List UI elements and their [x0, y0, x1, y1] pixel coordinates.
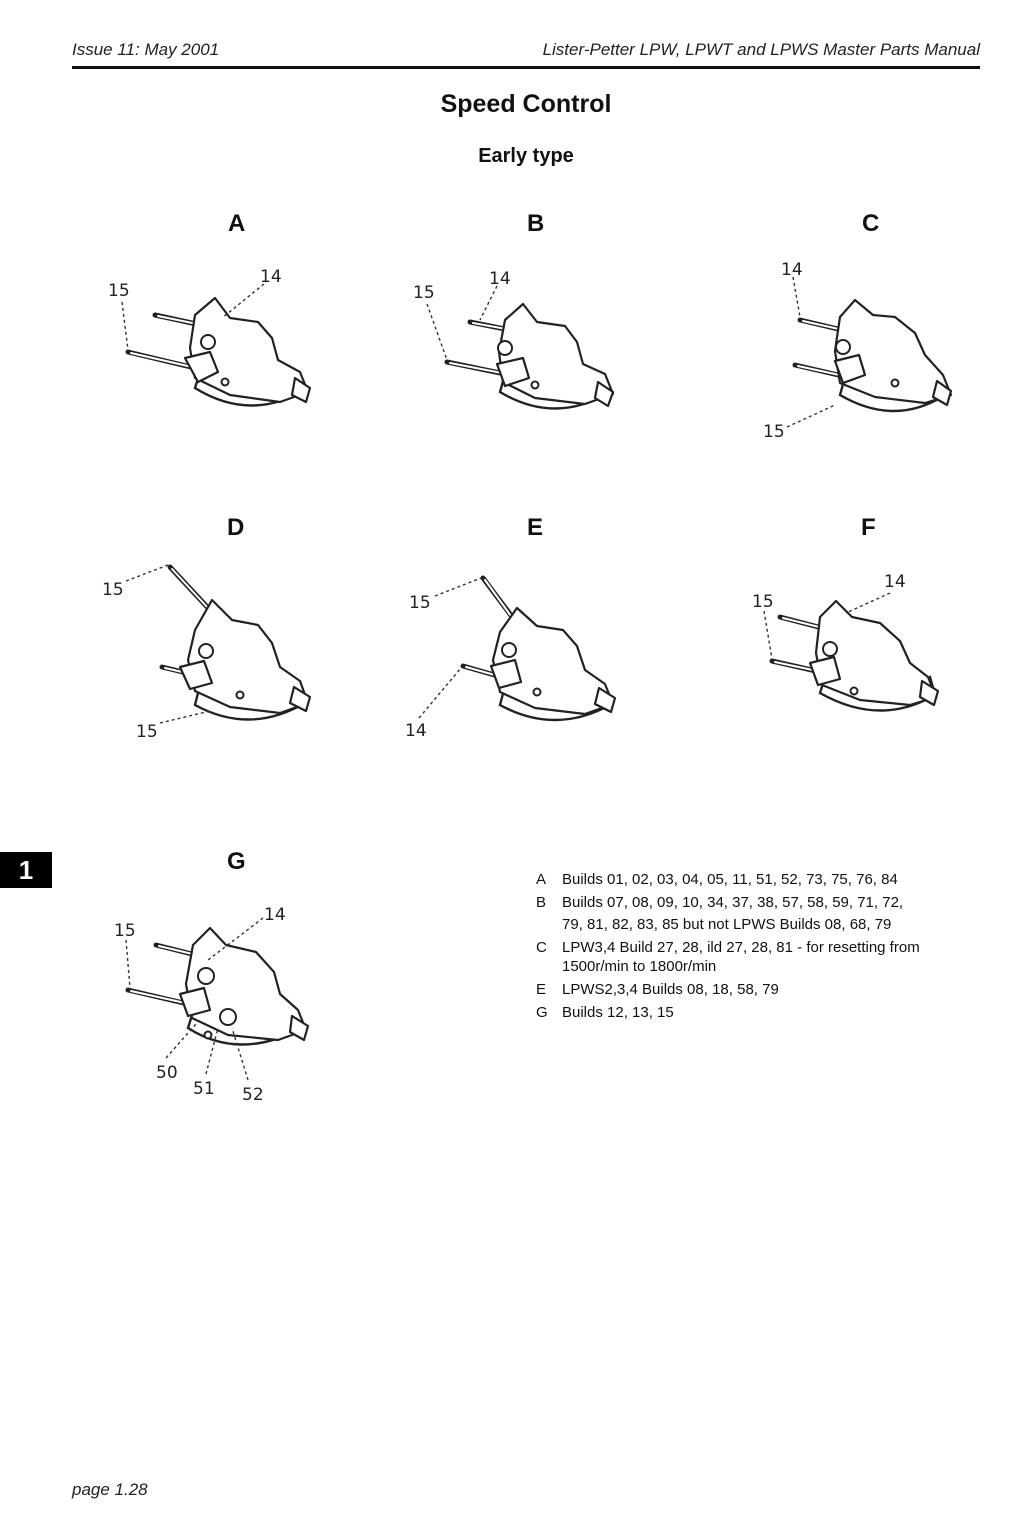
panel-letter-e: E: [527, 514, 544, 541]
speed-control-diagram-e: [405, 560, 645, 750]
legend-row-c: [536, 938, 976, 976]
callout-15: 15: [108, 281, 130, 301]
page-title: Speed Control: [440, 90, 612, 118]
speed-control-diagram-d: [100, 555, 340, 745]
legend-text: Builds 01, 02, 03, 04, 05, 11, 51, 52, 73, 75, 76, 84: [562, 871, 898, 888]
legend-key: B: [536, 894, 547, 911]
panel-letter-a: A: [228, 210, 246, 237]
callout-14: 14: [884, 572, 906, 592]
panel-letter-d: D: [227, 514, 245, 541]
callout-52: 52: [242, 1085, 264, 1105]
manual-title: Lister-Petter LPW, LPWT and LPWS Master Parts Manual: [542, 40, 980, 59]
callout-14: 14: [489, 269, 511, 289]
callout-51: 51: [193, 1079, 215, 1099]
callout-15: 15: [409, 593, 431, 613]
legend-key: C: [536, 939, 547, 956]
legend-text: 1500r/min to 1800r/min: [562, 958, 717, 975]
callout-15: 15: [114, 921, 136, 941]
section-tab: 1: [0, 852, 52, 888]
callout-14: 14: [405, 721, 427, 741]
callout-14: 14: [781, 260, 803, 280]
page-subtitle: Early type: [478, 145, 574, 167]
speed-control-diagram-a: [100, 260, 340, 430]
build-legend: [536, 870, 976, 1026]
issue-label: Issue 11: May 2001: [72, 40, 220, 59]
callout-14: 14: [264, 905, 286, 925]
legend-text: 79, 81, 82, 83, 85 but not LPWS Builds 08, 68, 79: [562, 916, 892, 933]
legend-row-e: [536, 980, 976, 999]
speed-control-diagram-f: [750, 565, 990, 735]
callout-15: 15: [413, 283, 435, 303]
speed-control-diagram-b: [405, 260, 645, 430]
legend-key: G: [536, 1004, 548, 1021]
panel-letter-c: C: [862, 210, 880, 237]
page-number: page 1.28: [72, 1480, 148, 1499]
legend-row-b: [536, 893, 976, 934]
callout-15: 15: [136, 722, 158, 742]
legend-text: Builds 12, 13, 15: [562, 1004, 674, 1021]
callout-15: 15: [102, 580, 124, 600]
legend-text: LPW3,4 Build 27, 28, ild 27, 28, 81 - for resetting from: [562, 939, 920, 956]
legend-row-a: [536, 870, 976, 889]
speed-control-diagram-g: [108, 900, 348, 1110]
legend-text: Builds 07, 08, 09, 10, 34, 37, 38, 57, 58, 59, 71, 72,: [562, 894, 904, 911]
legend-key: A: [536, 871, 547, 888]
callout-15: 15: [752, 592, 774, 612]
legend-key: E: [536, 981, 547, 998]
panel-letter-g: G: [227, 848, 246, 875]
callout-14: 14: [260, 267, 282, 287]
callout-50: 50: [156, 1063, 178, 1083]
callout-15: 15: [763, 422, 785, 442]
panel-letter-b: B: [527, 210, 545, 237]
header-rule: [72, 66, 980, 69]
speed-control-diagram-c: [755, 255, 995, 445]
legend-text: LPWS2,3,4 Builds 08, 18, 58, 79: [562, 981, 779, 998]
legend-row-g: [536, 1003, 976, 1022]
panel-letter-f: F: [861, 514, 876, 541]
